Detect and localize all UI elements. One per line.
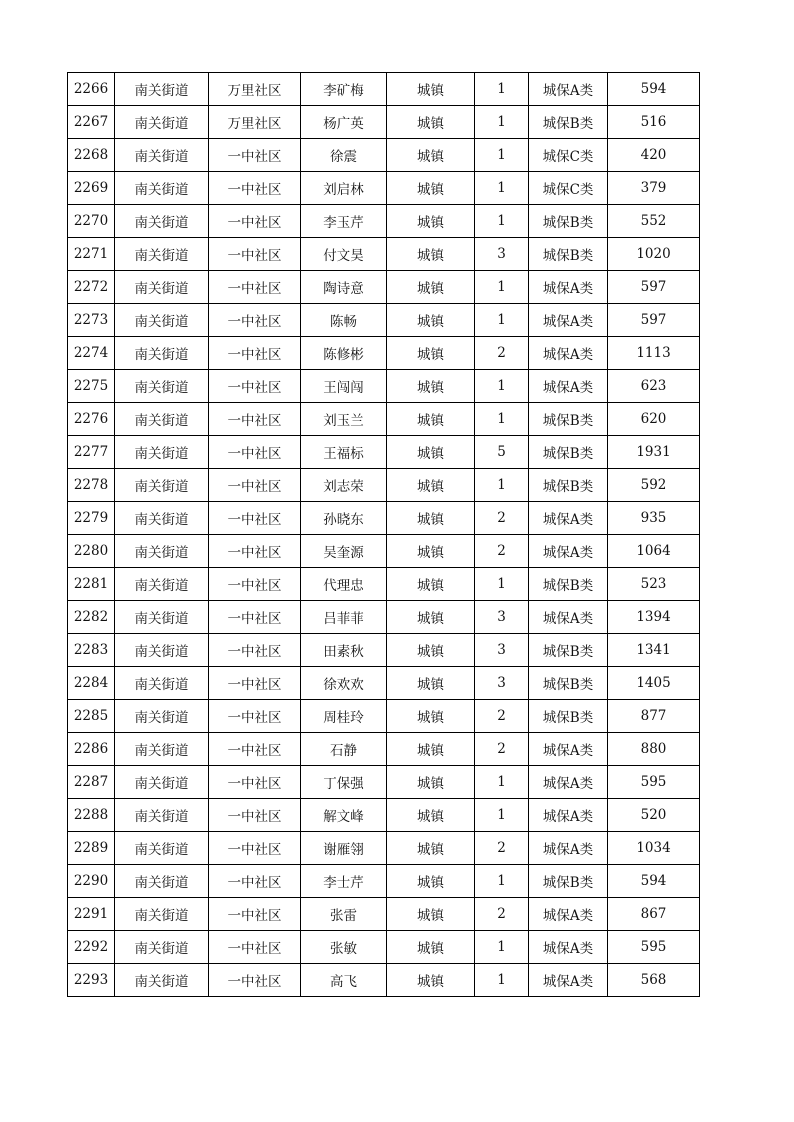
- table-row: [68, 172, 700, 205]
- amount-cell: 1405: [608, 667, 700, 700]
- area-type-cell: 城镇: [387, 568, 475, 601]
- category-cell: 城保A类: [529, 898, 608, 931]
- community-cell: 一中社区: [209, 865, 301, 898]
- household-count-cell: 1: [475, 403, 529, 436]
- amount-cell: 620: [608, 403, 700, 436]
- subdistrict-cell: 南关街道: [115, 799, 209, 832]
- community-cell: 一中社区: [209, 535, 301, 568]
- name-cell: 孙晓东: [301, 502, 387, 535]
- row-number-cell: 2268: [68, 139, 115, 172]
- community-cell: 一中社区: [209, 766, 301, 799]
- household-count-cell: 1: [475, 304, 529, 337]
- community-cell: 一中社区: [209, 667, 301, 700]
- table-row: [68, 403, 700, 436]
- category-cell: 城保B类: [529, 436, 608, 469]
- category-cell: 城保B类: [529, 700, 608, 733]
- subdistrict-cell: 南关街道: [115, 370, 209, 403]
- community-cell: 一中社区: [209, 568, 301, 601]
- area-type-cell: 城镇: [387, 832, 475, 865]
- area-type-cell: 城镇: [387, 436, 475, 469]
- table-row: [68, 238, 700, 271]
- amount-cell: 516: [608, 106, 700, 139]
- row-number-cell: 2276: [68, 403, 115, 436]
- amount-cell: 552: [608, 205, 700, 238]
- table-row: [68, 304, 700, 337]
- household-count-cell: 1: [475, 964, 529, 997]
- household-count-cell: 1: [475, 73, 529, 106]
- household-count-cell: 1: [475, 799, 529, 832]
- name-cell: 陈修彬: [301, 337, 387, 370]
- row-number-cell: 2284: [68, 667, 115, 700]
- table-row: [68, 502, 700, 535]
- table-row: [68, 271, 700, 304]
- name-cell: 陈畅: [301, 304, 387, 337]
- household-count-cell: 3: [475, 601, 529, 634]
- household-count-cell: 3: [475, 634, 529, 667]
- household-count-cell: 5: [475, 436, 529, 469]
- community-cell: 一中社区: [209, 238, 301, 271]
- amount-cell: 1064: [608, 535, 700, 568]
- household-count-cell: 2: [475, 832, 529, 865]
- name-cell: 陶诗意: [301, 271, 387, 304]
- table-row: [68, 601, 700, 634]
- household-count-cell: 1: [475, 139, 529, 172]
- category-cell: 城保A类: [529, 337, 608, 370]
- table-row: [68, 865, 700, 898]
- category-cell: 城保B类: [529, 865, 608, 898]
- subdistrict-cell: 南关街道: [115, 865, 209, 898]
- row-number-cell: 2269: [68, 172, 115, 205]
- area-type-cell: 城镇: [387, 106, 475, 139]
- table-body: [68, 73, 700, 997]
- name-cell: 吴奎源: [301, 535, 387, 568]
- row-number-cell: 2281: [68, 568, 115, 601]
- community-cell: 一中社区: [209, 799, 301, 832]
- name-cell: 吕菲菲: [301, 601, 387, 634]
- household-count-cell: 1: [475, 865, 529, 898]
- category-cell: 城保A类: [529, 799, 608, 832]
- name-cell: 徐震: [301, 139, 387, 172]
- household-count-cell: 1: [475, 469, 529, 502]
- community-cell: 一中社区: [209, 403, 301, 436]
- table-row: [68, 73, 700, 106]
- area-type-cell: 城镇: [387, 931, 475, 964]
- subdistrict-cell: 南关街道: [115, 436, 209, 469]
- household-count-cell: 2: [475, 700, 529, 733]
- row-number-cell: 2289: [68, 832, 115, 865]
- subdistrict-cell: 南关街道: [115, 898, 209, 931]
- table-row: [68, 535, 700, 568]
- name-cell: 丁保强: [301, 766, 387, 799]
- category-cell: 城保A类: [529, 304, 608, 337]
- amount-cell: 1341: [608, 634, 700, 667]
- community-cell: 一中社区: [209, 436, 301, 469]
- category-cell: 城保A类: [529, 370, 608, 403]
- community-cell: 一中社区: [209, 172, 301, 205]
- table-row: [68, 337, 700, 370]
- area-type-cell: 城镇: [387, 337, 475, 370]
- name-cell: 刘志荣: [301, 469, 387, 502]
- amount-cell: 1931: [608, 436, 700, 469]
- table-row: [68, 964, 700, 997]
- subdistrict-cell: 南关街道: [115, 667, 209, 700]
- subdistrict-cell: 南关街道: [115, 337, 209, 370]
- row-number-cell: 2286: [68, 733, 115, 766]
- subdistrict-cell: 南关街道: [115, 931, 209, 964]
- amount-cell: 623: [608, 370, 700, 403]
- row-number-cell: 2266: [68, 73, 115, 106]
- row-number-cell: 2271: [68, 238, 115, 271]
- area-type-cell: 城镇: [387, 172, 475, 205]
- category-cell: 城保B类: [529, 238, 608, 271]
- area-type-cell: 城镇: [387, 205, 475, 238]
- category-cell: 城保A类: [529, 73, 608, 106]
- row-number-cell: 2272: [68, 271, 115, 304]
- table-row: [68, 634, 700, 667]
- amount-cell: 595: [608, 766, 700, 799]
- row-number-cell: 2291: [68, 898, 115, 931]
- row-number-cell: 2280: [68, 535, 115, 568]
- table-row: [68, 898, 700, 931]
- name-cell: 谢雁翎: [301, 832, 387, 865]
- area-type-cell: 城镇: [387, 667, 475, 700]
- household-count-cell: 2: [475, 502, 529, 535]
- community-cell: 一中社区: [209, 337, 301, 370]
- area-type-cell: 城镇: [387, 898, 475, 931]
- area-type-cell: 城镇: [387, 700, 475, 733]
- category-cell: 城保A类: [529, 733, 608, 766]
- area-type-cell: 城镇: [387, 139, 475, 172]
- area-type-cell: 城镇: [387, 733, 475, 766]
- subdistrict-cell: 南关街道: [115, 568, 209, 601]
- name-cell: 周桂玲: [301, 700, 387, 733]
- amount-cell: 523: [608, 568, 700, 601]
- category-cell: 城保B类: [529, 106, 608, 139]
- table-row: [68, 667, 700, 700]
- category-cell: 城保A类: [529, 535, 608, 568]
- table-row: [68, 766, 700, 799]
- name-cell: 杨广英: [301, 106, 387, 139]
- area-type-cell: 城镇: [387, 634, 475, 667]
- table-row: [68, 436, 700, 469]
- table-row: [68, 106, 700, 139]
- amount-cell: 880: [608, 733, 700, 766]
- subdistrict-cell: 南关街道: [115, 601, 209, 634]
- area-type-cell: 城镇: [387, 766, 475, 799]
- name-cell: 田素秋: [301, 634, 387, 667]
- category-cell: 城保B类: [529, 568, 608, 601]
- area-type-cell: 城镇: [387, 469, 475, 502]
- table-row: [68, 832, 700, 865]
- table-row: [68, 139, 700, 172]
- subdistrict-cell: 南关街道: [115, 832, 209, 865]
- name-cell: 李矿梅: [301, 73, 387, 106]
- area-type-cell: 城镇: [387, 370, 475, 403]
- household-count-cell: 2: [475, 898, 529, 931]
- amount-cell: 1394: [608, 601, 700, 634]
- area-type-cell: 城镇: [387, 238, 475, 271]
- amount-cell: 867: [608, 898, 700, 931]
- area-type-cell: 城镇: [387, 304, 475, 337]
- row-number-cell: 2275: [68, 370, 115, 403]
- category-cell: 城保A类: [529, 766, 608, 799]
- household-count-cell: 1: [475, 568, 529, 601]
- benefit-roster-table: [67, 72, 700, 997]
- community-cell: 一中社区: [209, 634, 301, 667]
- area-type-cell: 城镇: [387, 865, 475, 898]
- area-type-cell: 城镇: [387, 73, 475, 106]
- name-cell: 刘启林: [301, 172, 387, 205]
- table-row: [68, 370, 700, 403]
- table-row: [68, 799, 700, 832]
- category-cell: 城保B类: [529, 634, 608, 667]
- amount-cell: 594: [608, 865, 700, 898]
- community-cell: 一中社区: [209, 205, 301, 238]
- community-cell: 一中社区: [209, 898, 301, 931]
- row-number-cell: 2277: [68, 436, 115, 469]
- name-cell: 高飞: [301, 964, 387, 997]
- row-number-cell: 2279: [68, 502, 115, 535]
- amount-cell: 568: [608, 964, 700, 997]
- category-cell: 城保B类: [529, 205, 608, 238]
- household-count-cell: 1: [475, 106, 529, 139]
- household-count-cell: 2: [475, 733, 529, 766]
- household-count-cell: 1: [475, 370, 529, 403]
- area-type-cell: 城镇: [387, 799, 475, 832]
- table-row: [68, 700, 700, 733]
- table-row: [68, 469, 700, 502]
- category-cell: 城保A类: [529, 964, 608, 997]
- name-cell: 李玉芹: [301, 205, 387, 238]
- amount-cell: 520: [608, 799, 700, 832]
- amount-cell: 420: [608, 139, 700, 172]
- area-type-cell: 城镇: [387, 964, 475, 997]
- subdistrict-cell: 南关街道: [115, 766, 209, 799]
- row-number-cell: 2270: [68, 205, 115, 238]
- community-cell: 万里社区: [209, 106, 301, 139]
- row-number-cell: 2274: [68, 337, 115, 370]
- name-cell: 王福标: [301, 436, 387, 469]
- category-cell: 城保A类: [529, 502, 608, 535]
- community-cell: 一中社区: [209, 370, 301, 403]
- subdistrict-cell: 南关街道: [115, 139, 209, 172]
- category-cell: 城保B类: [529, 403, 608, 436]
- subdistrict-cell: 南关街道: [115, 535, 209, 568]
- row-number-cell: 2273: [68, 304, 115, 337]
- community-cell: 一中社区: [209, 304, 301, 337]
- row-number-cell: 2290: [68, 865, 115, 898]
- subdistrict-cell: 南关街道: [115, 73, 209, 106]
- household-count-cell: 1: [475, 766, 529, 799]
- category-cell: 城保A类: [529, 832, 608, 865]
- row-number-cell: 2283: [68, 634, 115, 667]
- area-type-cell: 城镇: [387, 403, 475, 436]
- subdistrict-cell: 南关街道: [115, 964, 209, 997]
- category-cell: 城保A类: [529, 601, 608, 634]
- community-cell: 一中社区: [209, 733, 301, 766]
- area-type-cell: 城镇: [387, 502, 475, 535]
- amount-cell: 597: [608, 304, 700, 337]
- amount-cell: 592: [608, 469, 700, 502]
- subdistrict-cell: 南关街道: [115, 733, 209, 766]
- subdistrict-cell: 南关街道: [115, 700, 209, 733]
- table-row: [68, 205, 700, 238]
- row-number-cell: 2285: [68, 700, 115, 733]
- row-number-cell: 2292: [68, 931, 115, 964]
- area-type-cell: 城镇: [387, 271, 475, 304]
- subdistrict-cell: 南关街道: [115, 238, 209, 271]
- name-cell: 石静: [301, 733, 387, 766]
- row-number-cell: 2288: [68, 799, 115, 832]
- amount-cell: 594: [608, 73, 700, 106]
- community-cell: 一中社区: [209, 931, 301, 964]
- name-cell: 解文峰: [301, 799, 387, 832]
- household-count-cell: 2: [475, 535, 529, 568]
- amount-cell: 1020: [608, 238, 700, 271]
- household-count-cell: 3: [475, 667, 529, 700]
- name-cell: 王闯闯: [301, 370, 387, 403]
- community-cell: 一中社区: [209, 700, 301, 733]
- household-count-cell: 1: [475, 172, 529, 205]
- community-cell: 一中社区: [209, 502, 301, 535]
- amount-cell: 1113: [608, 337, 700, 370]
- row-number-cell: 2287: [68, 766, 115, 799]
- area-type-cell: 城镇: [387, 535, 475, 568]
- category-cell: 城保C类: [529, 139, 608, 172]
- subdistrict-cell: 南关街道: [115, 469, 209, 502]
- row-number-cell: 2282: [68, 601, 115, 634]
- table-row: [68, 733, 700, 766]
- household-count-cell: 1: [475, 931, 529, 964]
- row-number-cell: 2293: [68, 964, 115, 997]
- community-cell: 一中社区: [209, 964, 301, 997]
- row-number-cell: 2278: [68, 469, 115, 502]
- category-cell: 城保B类: [529, 469, 608, 502]
- community-cell: 一中社区: [209, 832, 301, 865]
- subdistrict-cell: 南关街道: [115, 271, 209, 304]
- community-cell: 一中社区: [209, 271, 301, 304]
- subdistrict-cell: 南关街道: [115, 172, 209, 205]
- amount-cell: 595: [608, 931, 700, 964]
- community-cell: 一中社区: [209, 601, 301, 634]
- amount-cell: 877: [608, 700, 700, 733]
- name-cell: 张敏: [301, 931, 387, 964]
- subdistrict-cell: 南关街道: [115, 502, 209, 535]
- name-cell: 张雷: [301, 898, 387, 931]
- name-cell: 徐欢欢: [301, 667, 387, 700]
- household-count-cell: 2: [475, 337, 529, 370]
- household-count-cell: 3: [475, 238, 529, 271]
- area-type-cell: 城镇: [387, 601, 475, 634]
- name-cell: 付文昊: [301, 238, 387, 271]
- community-cell: 一中社区: [209, 469, 301, 502]
- name-cell: 刘玉兰: [301, 403, 387, 436]
- subdistrict-cell: 南关街道: [115, 403, 209, 436]
- category-cell: 城保B类: [529, 667, 608, 700]
- amount-cell: 597: [608, 271, 700, 304]
- household-count-cell: 1: [475, 271, 529, 304]
- subdistrict-cell: 南关街道: [115, 634, 209, 667]
- subdistrict-cell: 南关街道: [115, 106, 209, 139]
- amount-cell: 1034: [608, 832, 700, 865]
- table-row: [68, 568, 700, 601]
- table-row: [68, 931, 700, 964]
- amount-cell: 379: [608, 172, 700, 205]
- category-cell: 城保A类: [529, 271, 608, 304]
- name-cell: 李士芹: [301, 865, 387, 898]
- category-cell: 城保A类: [529, 931, 608, 964]
- household-count-cell: 1: [475, 205, 529, 238]
- subdistrict-cell: 南关街道: [115, 205, 209, 238]
- community-cell: 一中社区: [209, 139, 301, 172]
- amount-cell: 935: [608, 502, 700, 535]
- row-number-cell: 2267: [68, 106, 115, 139]
- category-cell: 城保C类: [529, 172, 608, 205]
- name-cell: 代理忠: [301, 568, 387, 601]
- subdistrict-cell: 南关街道: [115, 304, 209, 337]
- community-cell: 万里社区: [209, 73, 301, 106]
